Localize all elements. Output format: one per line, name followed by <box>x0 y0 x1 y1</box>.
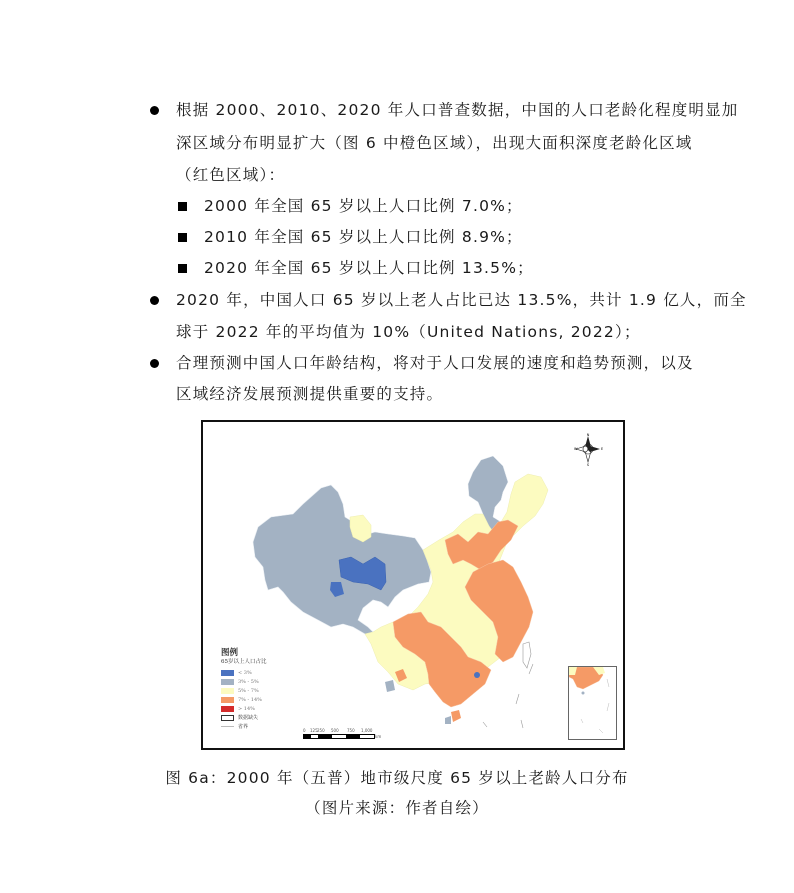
bullet-1-line-2: 深区域分布明显扩大（图 6 中橙色区域），出现大面积深度老龄化区域 <box>176 134 693 152</box>
legend-item-lt3 <box>221 668 267 677</box>
legend-item-3-5 <box>221 677 267 686</box>
legend-label: < 3% <box>238 669 252 676</box>
legend-swatch <box>221 679 234 685</box>
bullet-square-icon <box>178 202 187 211</box>
scale-tick: 125 <box>310 728 318 733</box>
scale-tick: 1,000 <box>361 728 373 733</box>
legend-label: 5% - 7% <box>238 687 259 694</box>
bullet-1-line-3: （红色区域）： <box>176 166 286 184</box>
bullet-3-line-2: 区域经济发展预测提供重要的支持。 <box>176 385 444 403</box>
south-china-sea-inset <box>568 666 617 740</box>
region-grey-south <box>385 680 395 692</box>
scale-tick: 500 <box>331 728 339 733</box>
figure-source: （图片来源：作者自绘） <box>305 799 489 817</box>
legend-swatch <box>221 706 234 712</box>
legend-swatch <box>221 688 234 694</box>
scale-tick: 0 <box>303 728 306 733</box>
sub-item-2010: 2010 年全国 65 岁以上人口比例 8.9%； <box>204 228 523 246</box>
scale-bar <box>303 728 383 739</box>
svg-text:N: N <box>586 433 590 437</box>
legend-item-7-14 <box>221 695 267 704</box>
scale-tick: 250 <box>317 728 325 733</box>
north-arrow-compass-icon <box>573 432 603 466</box>
legend-swatch <box>221 670 234 676</box>
legend-label: 7% - 14% <box>238 696 262 703</box>
svg-text:E: E <box>601 447 603 451</box>
legend-swatch <box>221 715 234 721</box>
legend-item-5-7 <box>221 686 267 695</box>
scale-unit: km <box>375 734 382 739</box>
legend-title: 图例 <box>221 648 239 658</box>
legend-item-missing <box>221 713 267 722</box>
region-blue-south <box>474 672 480 678</box>
sub-item-2020: 2020 年全国 65 岁以上人口比例 13.5%； <box>204 259 534 277</box>
legend-item-gt14 <box>221 704 267 713</box>
bullet-2-line-1: 2020 年，中国人口 65 岁以上老人占比已达 13.5%，共计 1.9 亿人，而全 <box>176 291 747 309</box>
legend-swatch <box>221 697 234 703</box>
map-legend <box>221 648 267 731</box>
bullet-square-icon <box>178 233 187 242</box>
bullet-dot-icon <box>150 359 159 368</box>
svg-text:S: S <box>586 463 590 466</box>
legend-item-province-border <box>221 722 267 731</box>
bullet-dot-icon <box>150 106 159 115</box>
legend-label: 省界 <box>238 724 249 730</box>
figure-caption: 图 6a：2000 年（五普）地市级尺度 65 岁以上老龄人口分布 <box>165 769 629 787</box>
sub-item-2000: 2000 年全国 65 岁以上人口比例 7.0%； <box>204 197 523 215</box>
legend-label: > 14% <box>238 705 255 712</box>
bullet-square-icon <box>178 264 187 273</box>
svg-text:W: W <box>574 447 578 451</box>
region-orange-hainan <box>451 710 461 722</box>
bullet-3-line-1: 合理预测中国人口年龄结构，将对于人口发展的速度和趋势预测，以及 <box>176 354 694 372</box>
bullet-1-line-1: 根据 2000、2010、2020 年人口普查数据，中国的人口老龄化程度明显加 <box>176 101 739 119</box>
bullet-dot-icon <box>150 296 159 305</box>
legend-line <box>221 726 234 727</box>
scale-tick: 750 <box>347 728 355 733</box>
legend-subtitle: 65岁以上人口占比 <box>221 659 267 665</box>
taiwan-outline <box>523 642 531 668</box>
map-figure <box>201 420 625 750</box>
legend-label: 数据缺失 <box>238 715 259 721</box>
legend-label: 3% - 5% <box>238 678 259 685</box>
bullet-2-line-2: 球于 2022 年的平均值为 10%（United Nations, 2022）； <box>176 323 641 341</box>
region-grey-hainan <box>445 716 451 724</box>
